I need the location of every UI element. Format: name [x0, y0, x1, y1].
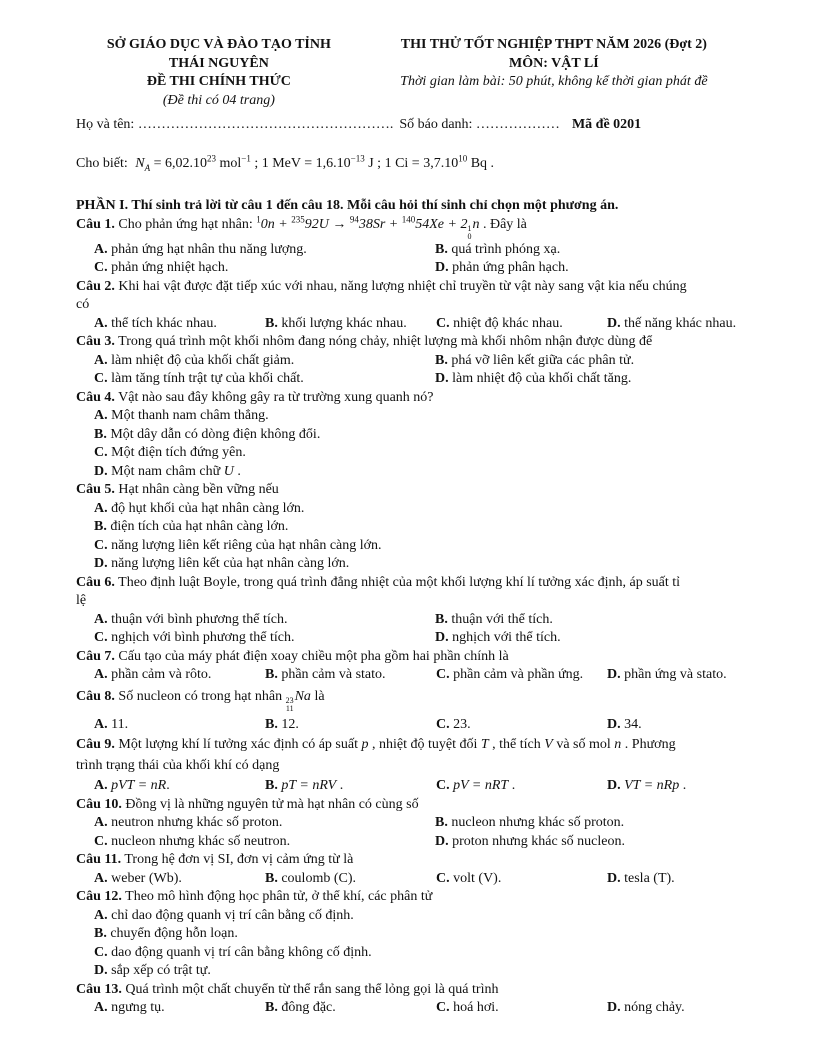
reaction-term: 92U →	[304, 216, 350, 232]
header-left	[76, 36, 362, 110]
question-number: Câu 11.	[76, 852, 122, 867]
option-a[interactable]: A. weber (Wb).	[94, 870, 182, 886]
question-text: Một lượng khí lí tưởng xác định có áp suất	[114, 737, 362, 752]
option-d[interactable]: D. thế năng khác nhau.	[607, 315, 737, 331]
neutron-notation	[467, 225, 471, 241]
question-text: Theo định luật Boyle, trong quá trình đẳng nhiệt của một khối lượng khí lí tưởng xác định, áp suất tỉ	[114, 574, 681, 590]
question-number: Câu 2.	[76, 278, 115, 294]
neutron-charge-number: 0	[467, 231, 472, 241]
option-d[interactable]: D. 34.	[607, 716, 642, 732]
option-a[interactable]: A. pVT = nR.	[94, 778, 170, 793]
given-constants	[76, 152, 758, 174]
mass-number: 23	[285, 695, 294, 705]
option-d[interactable]: D. tesla (T).	[607, 870, 675, 886]
option-c[interactable]: C. 23.	[436, 716, 471, 732]
question-number: Câu 13.	[76, 981, 122, 997]
question-5	[76, 481, 758, 574]
question-6	[76, 574, 758, 648]
question-text: , nhiệt độ tuyệt đối	[368, 737, 481, 752]
option-a[interactable]: A. thể tích khác nhau.	[94, 315, 217, 331]
avogadro-unit-exp: −1	[241, 152, 251, 163]
student-id-field: Số báo danh: ………………	[399, 117, 560, 132]
student-name-field: Họ và tên: ……………………………………………….	[76, 117, 394, 132]
nucleus-notation	[286, 697, 294, 713]
question-text: Theo mô hình động học phân tử, ở thể khí, các phân tử	[121, 889, 433, 904]
reaction-term: 1	[256, 213, 261, 224]
option-a[interactable]: A. 11.	[94, 716, 129, 732]
option-c[interactable]: C. volt (V).	[436, 870, 502, 886]
option-d[interactable]: D. làm nhiệt độ của khối chất tăng.	[435, 371, 632, 386]
page-count-note: (Đề thi có 04 trang)	[162, 92, 275, 108]
question-text: Hạt nhân càng bền vững nếu	[114, 482, 279, 497]
option-d[interactable]: D. Một nam châm chữ U .	[94, 463, 241, 479]
question-number: Câu 12.	[76, 889, 122, 904]
question-10	[76, 796, 758, 852]
option-a[interactable]: A. phần cảm và rôto.	[94, 667, 212, 682]
mev-value: ; 1 MeV = 1,6.10	[250, 155, 351, 171]
option-b[interactable]: B. đông đặc.	[265, 1000, 336, 1015]
option-c[interactable]: C. nghịch với bình phương thể tích.	[94, 630, 295, 645]
option-d[interactable]: D. phần ứng và stato.	[607, 667, 727, 682]
option-c[interactable]: C. phần cảm và phần ứng.	[436, 667, 584, 682]
reaction-term: 235	[291, 213, 305, 224]
question-7	[76, 648, 758, 685]
question-number: Câu 1.	[76, 216, 115, 232]
atomic-number: 11	[285, 703, 294, 713]
ci-unit: Bq .	[467, 155, 495, 171]
question-number: Câu 10.	[76, 796, 122, 812]
option-c[interactable]: C. dao động quanh vị trí cân bằng không cố định.	[94, 944, 372, 960]
reaction-term: n	[472, 216, 480, 232]
question-4	[76, 389, 758, 482]
option-b[interactable]: B. pT = nRV .	[265, 778, 344, 793]
option-a[interactable]: A. độ hụt khối của hạt nhân càng lớn.	[94, 500, 305, 516]
reaction-term: 38Sr +	[358, 216, 402, 232]
element-symbol: Na	[294, 688, 311, 704]
question-8	[76, 688, 758, 735]
option-c[interactable]: C. làm tăng tính trật tự của khối chất.	[94, 371, 304, 386]
option-b[interactable]: B. quá trình phóng xạ.	[435, 241, 561, 257]
neutron-mass-number: 1	[467, 223, 472, 233]
option-c[interactable]: C. Một điện tích đứng yên.	[94, 445, 246, 460]
reaction-term: 54Xe + 2	[415, 216, 468, 232]
question-text-cont: trình trạng thái của khối khí có dạng	[76, 757, 280, 773]
symbol-t: T	[480, 737, 489, 752]
option-c[interactable]: C. phản ứng nhiệt hạch.	[94, 260, 229, 275]
option-a[interactable]: A. ngưng tụ.	[94, 1000, 165, 1015]
option-b[interactable]: B. điện tích của hạt nhân càng lớn.	[94, 519, 289, 534]
question-text: Cho phản ứng hạt nhân:	[114, 216, 257, 232]
question-text-tail: là	[310, 688, 325, 704]
question-number: Câu 8.	[76, 688, 115, 704]
question-2	[76, 278, 758, 334]
option-a[interactable]: A. neutron nhưng khác số proton.	[94, 815, 283, 830]
option-b[interactable]: B. nucleon nhưng khác số proton.	[435, 815, 625, 830]
avogadro-sub: A	[144, 162, 151, 173]
question-11	[76, 851, 758, 888]
question-text-cont: có	[76, 297, 90, 312]
mev-exp: −13	[350, 152, 365, 163]
option-d[interactable]: D. nóng chảy.	[607, 1000, 685, 1015]
option-c[interactable]: C. năng lượng liên kết riêng của hạt nhân càng lớn.	[94, 537, 382, 553]
part1-title: PHẦN I. Thí sinh trả lời từ câu 1 đến câu 18. Mỗi câu hỏi thí sinh chỉ chọn một phương án.	[76, 198, 619, 213]
question-text: Quá trình một chất chuyển từ thể rắn sang thể lỏng gọi là quá trình	[121, 981, 499, 997]
question-text: Trong quá trình một khối nhôm đang nóng chảy, nhiệt lượng mà khối nhôm nhận được dùng để	[114, 334, 653, 349]
option-d[interactable]: D. nghịch với thể tích.	[435, 630, 561, 645]
question-number: Câu 7.	[76, 648, 115, 664]
avogadro-exp: 23	[206, 152, 216, 163]
question-text: . Phương	[621, 737, 676, 752]
ci-exp: 10	[458, 152, 468, 163]
question-text-cont: lệ	[76, 593, 87, 608]
time-limit: Thời gian làm bài: 50 phút, không kể thời gian phát đề	[400, 74, 708, 89]
question-text: . Đây là	[479, 216, 527, 232]
question-9	[76, 736, 758, 796]
option-b[interactable]: B. phá vỡ liên kết giữa các phân tử.	[435, 352, 635, 368]
question-text: Đồng vị là những nguyên tử mà hạt nhân có cùng số	[121, 796, 419, 812]
exam-code: Mã đề 0201	[571, 117, 642, 132]
question-text: và số mol	[552, 737, 615, 752]
option-b[interactable]: B. chuyển động hỗn loạn.	[94, 926, 238, 941]
question-13	[76, 981, 758, 1018]
option-d[interactable]: D. proton nhưng khác số nucleon.	[435, 833, 625, 849]
question-text: , thể tích	[488, 737, 545, 752]
question-1	[76, 213, 758, 278]
question-text: Cấu tạo của máy phát điện xoay chiều một pha gồm hai phần chính là	[114, 648, 509, 664]
option-c[interactable]: C. nhiệt độ khác nhau.	[436, 315, 563, 331]
question-text: Trong hệ đơn vị SI, đơn vị cảm ứng từ là	[121, 852, 354, 867]
department-name: SỞ GIÁO DỤC VÀ ĐÀO TẠO TỈNH	[106, 37, 331, 52]
symbol-p: p	[361, 737, 369, 752]
option-c[interactable]: C. nucleon nhưng khác số neutron.	[94, 833, 291, 849]
option-d[interactable]: D. VT = nRp .	[607, 778, 687, 793]
option-b[interactable]: B. khối lượng khác nhau.	[265, 315, 407, 331]
question-number: Câu 3.	[76, 334, 115, 349]
option-a[interactable]: A. phản ứng hạt nhân thu năng lượng.	[94, 241, 307, 257]
option-a[interactable]: A. chỉ dao động quanh vị trí cân bằng cố định.	[94, 907, 354, 923]
given-label: Cho biết:	[76, 155, 128, 171]
avogadro-unit: mol	[215, 155, 242, 171]
question-number: Câu 5.	[76, 482, 115, 497]
option-b[interactable]: B. thuận với thể tích.	[435, 611, 553, 627]
question-number: Câu 9.	[76, 737, 115, 752]
ci-value: J ; 1 Ci = 3,7.10	[364, 155, 459, 171]
option-a[interactable]: A. Một thanh nam châm thẳng.	[94, 408, 269, 423]
avogadro-symbol: N	[135, 155, 145, 171]
official-exam-label: ĐỀ THI CHÍNH THỨC	[146, 74, 291, 89]
exam-title: THI THỬ TỐT NGHIỆP THPT NĂM 2026 (Đợt 2)	[400, 37, 707, 52]
option-b[interactable]: B. Một dây dẫn có dòng điện không đổi.	[94, 426, 321, 442]
option-d[interactable]: D. sắp xếp có trật tự.	[94, 963, 211, 978]
subject-name: MÔN: VẬT LÍ	[509, 55, 599, 71]
option-d[interactable]: D. năng lượng liên kết của hạt nhân càng lớn.	[94, 556, 350, 571]
option-b[interactable]: B. coulomb (C).	[265, 870, 356, 886]
reaction-term: 0n +	[260, 216, 292, 232]
option-b[interactable]: B. phần cảm và stato.	[265, 667, 386, 682]
question-text: Vật nào sau đây không gây ra từ trường xung quanh nó?	[114, 389, 434, 405]
option-b[interactable]: B. 12.	[265, 716, 299, 732]
question-text: Khi hai vật được đặt tiếp xúc với nhau, năng lượng nhiệt chỉ truyền từ vật này sang vật kia nếu chúng	[114, 278, 687, 294]
option-c[interactable]: C. hoá hơi.	[436, 1000, 499, 1015]
header-right	[362, 36, 746, 110]
question-3	[76, 333, 758, 389]
symbol-n: n	[614, 737, 622, 752]
option-c[interactable]: C. pV = nRT .	[436, 778, 516, 793]
avogadro-value: = 6,02.10	[150, 155, 207, 171]
question-number: Câu 6.	[76, 574, 115, 590]
option-d[interactable]: D. phản ứng phân hạch.	[435, 260, 569, 275]
student-info-row	[76, 116, 758, 135]
question-text: Số nucleon có trong hạt nhân	[114, 688, 286, 704]
option-a[interactable]: A. thuận với bình phương thể tích.	[94, 611, 288, 627]
question-12	[76, 888, 758, 981]
exam-header	[76, 36, 758, 110]
reaction-term: 140	[401, 213, 416, 224]
question-number: Câu 4.	[76, 389, 115, 405]
reaction-term: 94	[349, 213, 359, 224]
symbol-v: V	[544, 737, 553, 752]
province-name: THÁI NGUYÊN	[168, 55, 269, 71]
option-a[interactable]: A. làm nhiệt độ của khối chất giảm.	[94, 352, 295, 368]
